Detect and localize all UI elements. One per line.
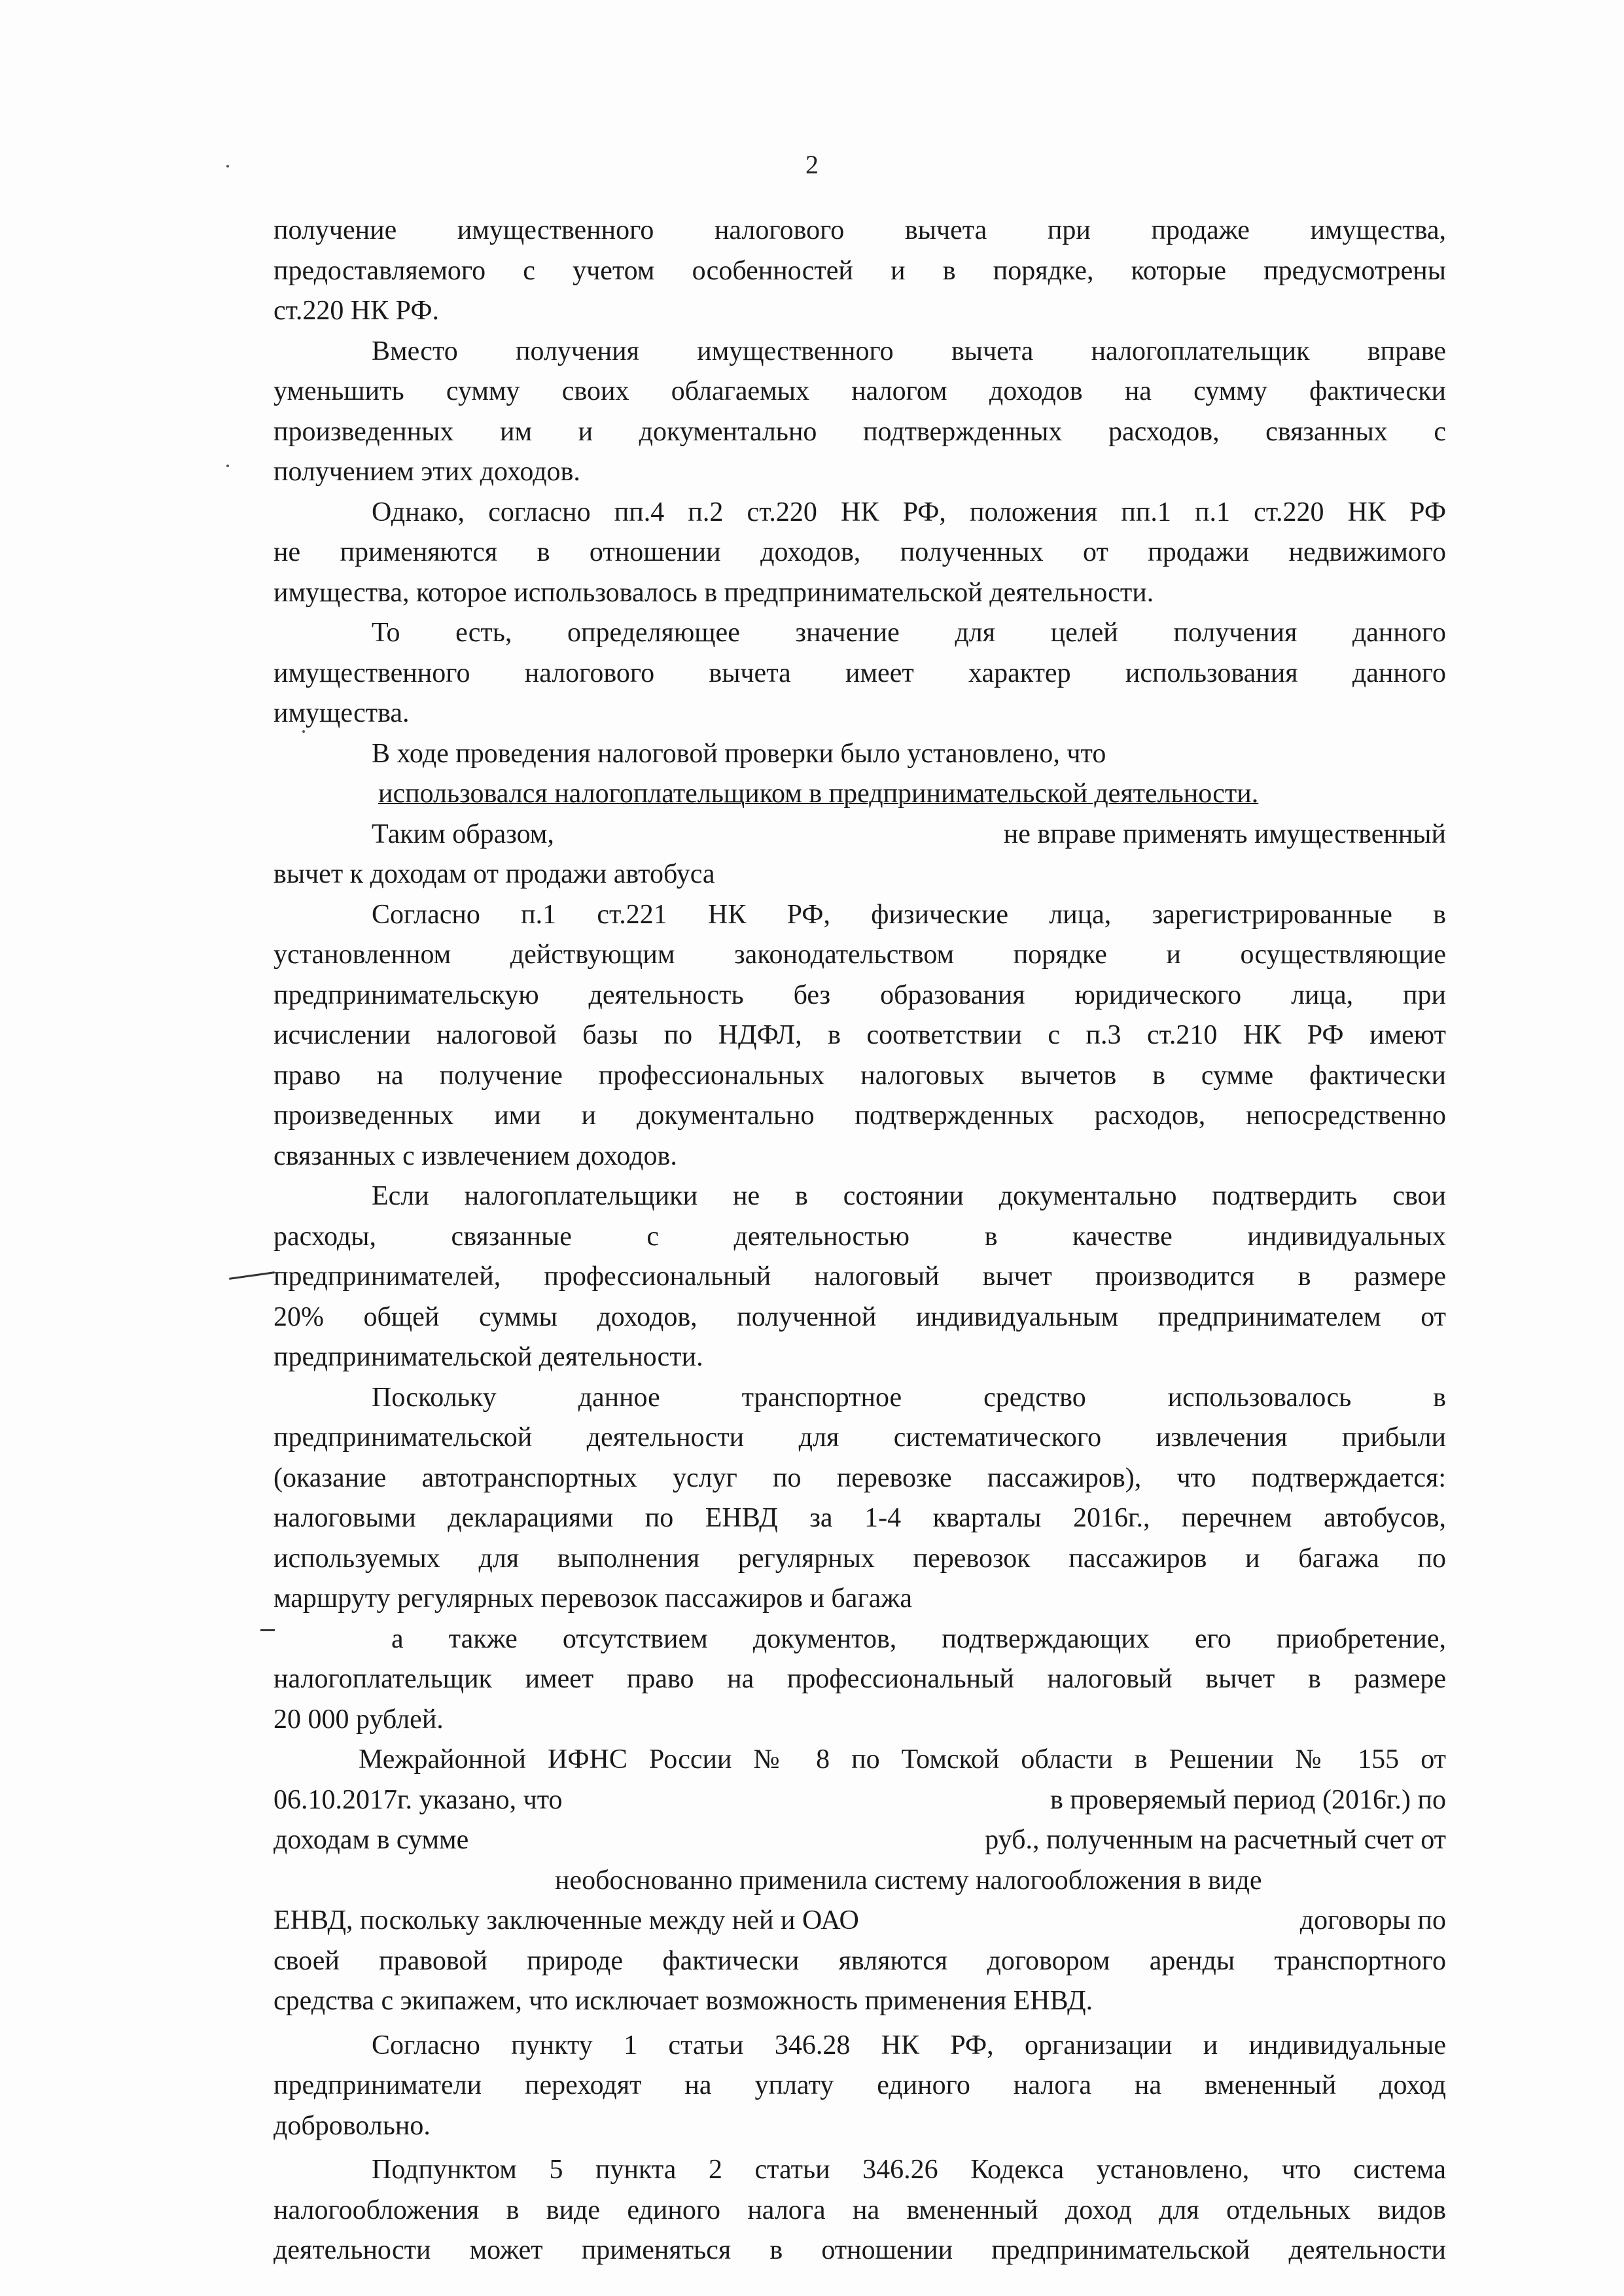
text-line: имущества, которое использовалось в предпринимательской деятельности. <box>274 577 1154 608</box>
text-fragment: ЕНВД, поскольку заключенные между ней и ОАО <box>274 1905 859 1935</box>
text-line: маршруту регулярных перевозок пассажиров и багажа <box>274 1583 912 1614</box>
text-line: Подпунктом 5 пункта 2 статьи 346.26 Кодекса установлено, что система <box>372 2155 1446 2185</box>
text-fragment: доходам в сумме <box>274 1825 469 1855</box>
text-line: вычет к доходам от продажи автобуса <box>274 859 715 889</box>
text-line: В ходе проведения налоговой проверки было установлено, что <box>372 738 1106 769</box>
text-line-split <box>274 815 1446 855</box>
text-line-split <box>274 1780 1446 1821</box>
text-line: использовался налогоплательщиком в предпринимательской деятельности. <box>378 779 1259 809</box>
text-fragment: не вправе применять имущественный <box>1003 819 1446 849</box>
scan-speck <box>302 730 305 733</box>
text-line: предприниматели переходят на уплату единого налога на вмененный доход <box>274 2070 1446 2100</box>
text-line: право на получение профессиональных налоговых вычетов в сумме фактически <box>274 1060 1446 1091</box>
text-line: а также отсутствием документов, подтверждающих его приобретение, <box>391 1623 1446 1654</box>
text-line: предпринимательскую деятельность без образования юридического лица, при <box>274 980 1446 1010</box>
scan-mark <box>229 1271 275 1280</box>
text-line: произведенных им и документально подтвержденных расходов, связанных с <box>274 416 1446 447</box>
text-line: имущества. <box>274 698 410 728</box>
text-line: Однако, согласно пп.4 п.2 ст.220 НК РФ, положения пп.1 п.1 ст.220 НК РФ <box>372 497 1446 527</box>
text-line: предпринимательской деятельности для систематического извлечения прибыли <box>274 1422 1446 1453</box>
text-line: налоговыми декларациями по ЕНВД за 1-4 кварталы 2016г., перечнем автобусов, <box>274 1503 1446 1533</box>
text-line: (оказание автотранспортных услуг по перевозке пассажиров), что подтверждается: <box>274 1462 1446 1493</box>
text-line: установленном действующим законодательством порядке и осуществляющие <box>274 940 1446 970</box>
text-line: уменьшить сумму своих облагаемых налогом доходов на сумму фактически <box>274 376 1446 406</box>
text-fragment: 06.10.2017г. указано, что <box>274 1784 563 1815</box>
text-line: исчислении налоговой базы по НДФЛ, в соответствии с п.3 ст.210 НК РФ имеют <box>274 1020 1446 1050</box>
text-line: предпринимательской деятельности. <box>274 1342 703 1372</box>
scan-mark <box>260 1629 275 1631</box>
document-body <box>274 211 1446 2271</box>
text-line: Согласно п.1 ст.221 НК РФ, физические лица, зарегистрированные в <box>372 899 1446 930</box>
text-fragment: руб., полученным на расчетный счет от <box>985 1825 1446 1855</box>
text-line: предоставляемого с учетом особенностей и в порядке, которые предусмотрены <box>274 255 1446 286</box>
text-line: налогоплательщик имеет право на профессиональный налоговый вычет в размере <box>274 1664 1446 1694</box>
text-line: Поскольку данное транспортное средство использовалось в <box>372 1382 1446 1413</box>
text-line: имущественного налогового вычета имеет характер использования данного <box>274 658 1446 688</box>
text-line: 20 000 рублей. <box>274 1704 444 1735</box>
text-line: произведенных ими и документально подтвержденных расходов, непосредственно <box>274 1101 1446 1131</box>
text-line: деятельности может применяться в отношении предпринимательской деятельности <box>274 2235 1446 2265</box>
text-line: Межрайонной ИФНС России № 8 по Томской области в Решении № 155 от <box>359 1744 1446 1775</box>
text-line-split <box>274 1901 1446 1941</box>
text-line: Вместо получения имущественного вычета налогоплательщик вправе <box>372 336 1446 366</box>
text-line: необоснованно применила систему налогообложения в виде <box>555 1865 1262 1896</box>
page-number: 2 <box>805 150 819 179</box>
text-fragment: Таким образом, <box>372 819 554 849</box>
text-line: ст.220 НК РФ. <box>274 296 440 326</box>
text-line: расходы, связанные с деятельностью в качестве индивидуальных <box>274 1221 1446 1252</box>
text-line: Если налогоплательщики не в состоянии документально подтвердить свои <box>372 1181 1446 1211</box>
text-fragment: договоры по <box>1299 1905 1446 1935</box>
text-line: не применяются в отношении доходов, полученных от продажи недвижимого <box>274 537 1446 567</box>
text-line: предпринимателей, профессиональный налоговый вычет производится в размере <box>274 1262 1446 1292</box>
text-line: налогообложения в виде единого налога на вмененный доход для отдельных видов <box>274 2195 1446 2225</box>
text-line: Согласно пункту 1 статьи 346.28 НК РФ, организации и индивидуальные <box>372 2030 1446 2060</box>
scan-speck <box>226 465 229 467</box>
text-line: получение имущественного налогового вычета при продаже имущества, <box>274 215 1446 245</box>
text-line-split <box>274 1820 1446 1861</box>
scan-speck <box>226 165 229 168</box>
text-line: своей правовой природе фактически являются договором аренды транспортного <box>274 1945 1446 1976</box>
text-line: 20% общей суммы доходов, полученной индивидуальным предпринимателем от <box>274 1301 1446 1332</box>
text-line: связанных с извлечением доходов. <box>274 1140 677 1171</box>
text-fragment: в проверяемый период (2016г.) по <box>1050 1784 1446 1815</box>
text-line: средства с экипажем, что исключает возможность применения ЕНВД. <box>274 1986 1093 2016</box>
text-line: получением этих доходов. <box>274 457 580 487</box>
text-line: используемых для выполнения регулярных перевозок пассажиров и багажа по <box>274 1543 1446 1574</box>
text-line: То есть, определяющее значение для целей получения данного <box>372 618 1446 648</box>
text-line: добровольно. <box>274 2110 431 2141</box>
